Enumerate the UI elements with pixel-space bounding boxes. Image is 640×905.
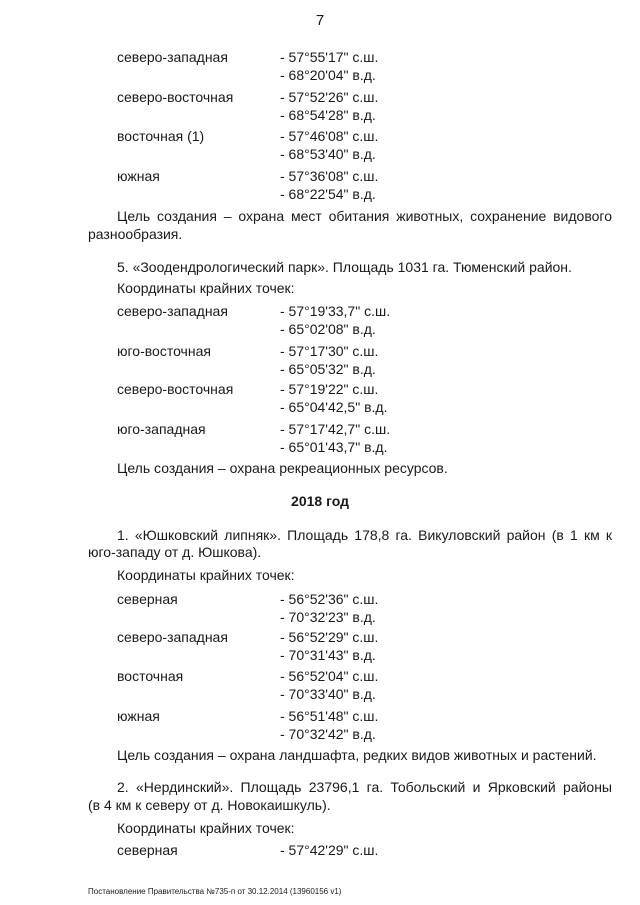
longitude: - 65°01'43,7" в.д. bbox=[280, 439, 388, 455]
coord-label: южная bbox=[117, 168, 160, 184]
item-title: 5. «Зоодендрологический парк». Площадь 1031 га. Тюменский район. bbox=[117, 259, 572, 275]
coord-values bbox=[280, 88, 378, 124]
latitude: - 57°52'26" с.ш. bbox=[280, 89, 379, 105]
coord-values bbox=[280, 841, 378, 859]
latitude: - 56°52'04" с.ш. bbox=[280, 668, 379, 684]
purpose-paragraph: Цель создания – охрана рекреационных ресурсов. bbox=[117, 460, 448, 476]
coord-values bbox=[280, 590, 378, 626]
item-title-continuation: юго-западу от д. Юшкова). bbox=[88, 544, 262, 560]
coord-values bbox=[280, 380, 387, 416]
latitude: - 56°52'29" с.ш. bbox=[280, 629, 379, 645]
page-number: 7 bbox=[315, 12, 325, 29]
latitude: - 57°17'42,7" с.ш. bbox=[280, 421, 391, 437]
coord-values bbox=[280, 667, 378, 703]
latitude: - 57°42'29" с.ш. bbox=[280, 842, 379, 858]
latitude: - 56°51'48" с.ш. bbox=[280, 708, 379, 724]
coords-heading: Координаты крайних точек: bbox=[117, 820, 295, 836]
latitude: - 57°19'33,7" с.ш. bbox=[280, 303, 391, 319]
coord-label: восточная (1) bbox=[117, 128, 205, 144]
purpose-paragraph: Цель создания – охрана ландшафта, редких видов животных и растений. bbox=[117, 747, 597, 763]
coord-label: северо-западная bbox=[117, 49, 228, 65]
longitude: - 68°20'04" в.д. bbox=[280, 67, 376, 83]
coord-values bbox=[280, 420, 390, 456]
page-footer: Постановление Правительства №735-п от 30.12.2014 (13960156 v1) bbox=[88, 887, 342, 896]
coord-label: северо-западная bbox=[117, 629, 228, 645]
coord-values bbox=[280, 127, 378, 163]
purpose-paragraph-continuation: разнообразия. bbox=[88, 226, 183, 242]
coord-label: северо-западная bbox=[117, 303, 228, 319]
longitude: - 70°32'42" в.д. bbox=[280, 726, 376, 742]
purpose-paragraph: Цель создания – охрана мест обитания животных, сохранение видового bbox=[117, 208, 612, 224]
year-heading: 2018 год bbox=[291, 493, 349, 509]
coord-label: северная bbox=[117, 842, 178, 858]
longitude: - 68°22'54" в.д. bbox=[280, 186, 376, 202]
latitude: - 57°55'17" с.ш. bbox=[280, 49, 379, 65]
coord-values bbox=[280, 302, 390, 338]
longitude: - 65°02'08" в.д. bbox=[280, 321, 376, 337]
coords-heading: Координаты крайних точек: bbox=[117, 280, 295, 296]
coord-values bbox=[280, 167, 378, 203]
coord-label: южная bbox=[117, 708, 160, 724]
longitude: - 68°53'40" в.д. bbox=[280, 146, 376, 162]
coord-label: северная bbox=[117, 591, 178, 607]
longitude: - 68°54'28" в.д. bbox=[280, 107, 376, 123]
latitude: - 57°19'22" с.ш. bbox=[280, 381, 379, 397]
latitude: - 57°17'30" с.ш. bbox=[280, 343, 379, 359]
longitude: - 70°33'40" в.д. bbox=[280, 686, 376, 702]
coord-values bbox=[280, 342, 378, 378]
coord-label: восточная bbox=[117, 668, 184, 684]
longitude: - 65°04'42,5" в.д. bbox=[280, 399, 388, 415]
latitude: - 56°52'36" с.ш. bbox=[280, 591, 379, 607]
coord-label: юго-западная bbox=[117, 421, 206, 437]
longitude: - 70°31'43" в.д. bbox=[280, 647, 376, 663]
coord-values bbox=[280, 628, 378, 664]
item-title: 1. «Юшковский липняк». Площадь 178,8 га. Викуловский район (в 1 км к bbox=[117, 527, 612, 543]
item-title: 2. «Нердинский». Площадь 23796,1 га. Тобольский и Ярковский районы bbox=[117, 779, 612, 795]
coord-label: северо-восточная bbox=[117, 89, 234, 105]
latitude: - 57°46'08" с.ш. bbox=[280, 128, 379, 144]
coords-heading: Координаты крайних точек: bbox=[117, 567, 295, 583]
longitude: - 65°05'32" в.д. bbox=[280, 361, 376, 377]
coord-label: юго-восточная bbox=[117, 343, 211, 359]
coord-values bbox=[280, 707, 378, 743]
coord-label: северо-восточная bbox=[117, 381, 234, 397]
latitude: - 57°36'08" с.ш. bbox=[280, 168, 379, 184]
longitude: - 70°32'23" в.д. bbox=[280, 609, 376, 625]
item-title-continuation: (в 4 км к северу от д. Новокаишкуль). bbox=[88, 797, 331, 813]
coord-values bbox=[280, 48, 378, 84]
